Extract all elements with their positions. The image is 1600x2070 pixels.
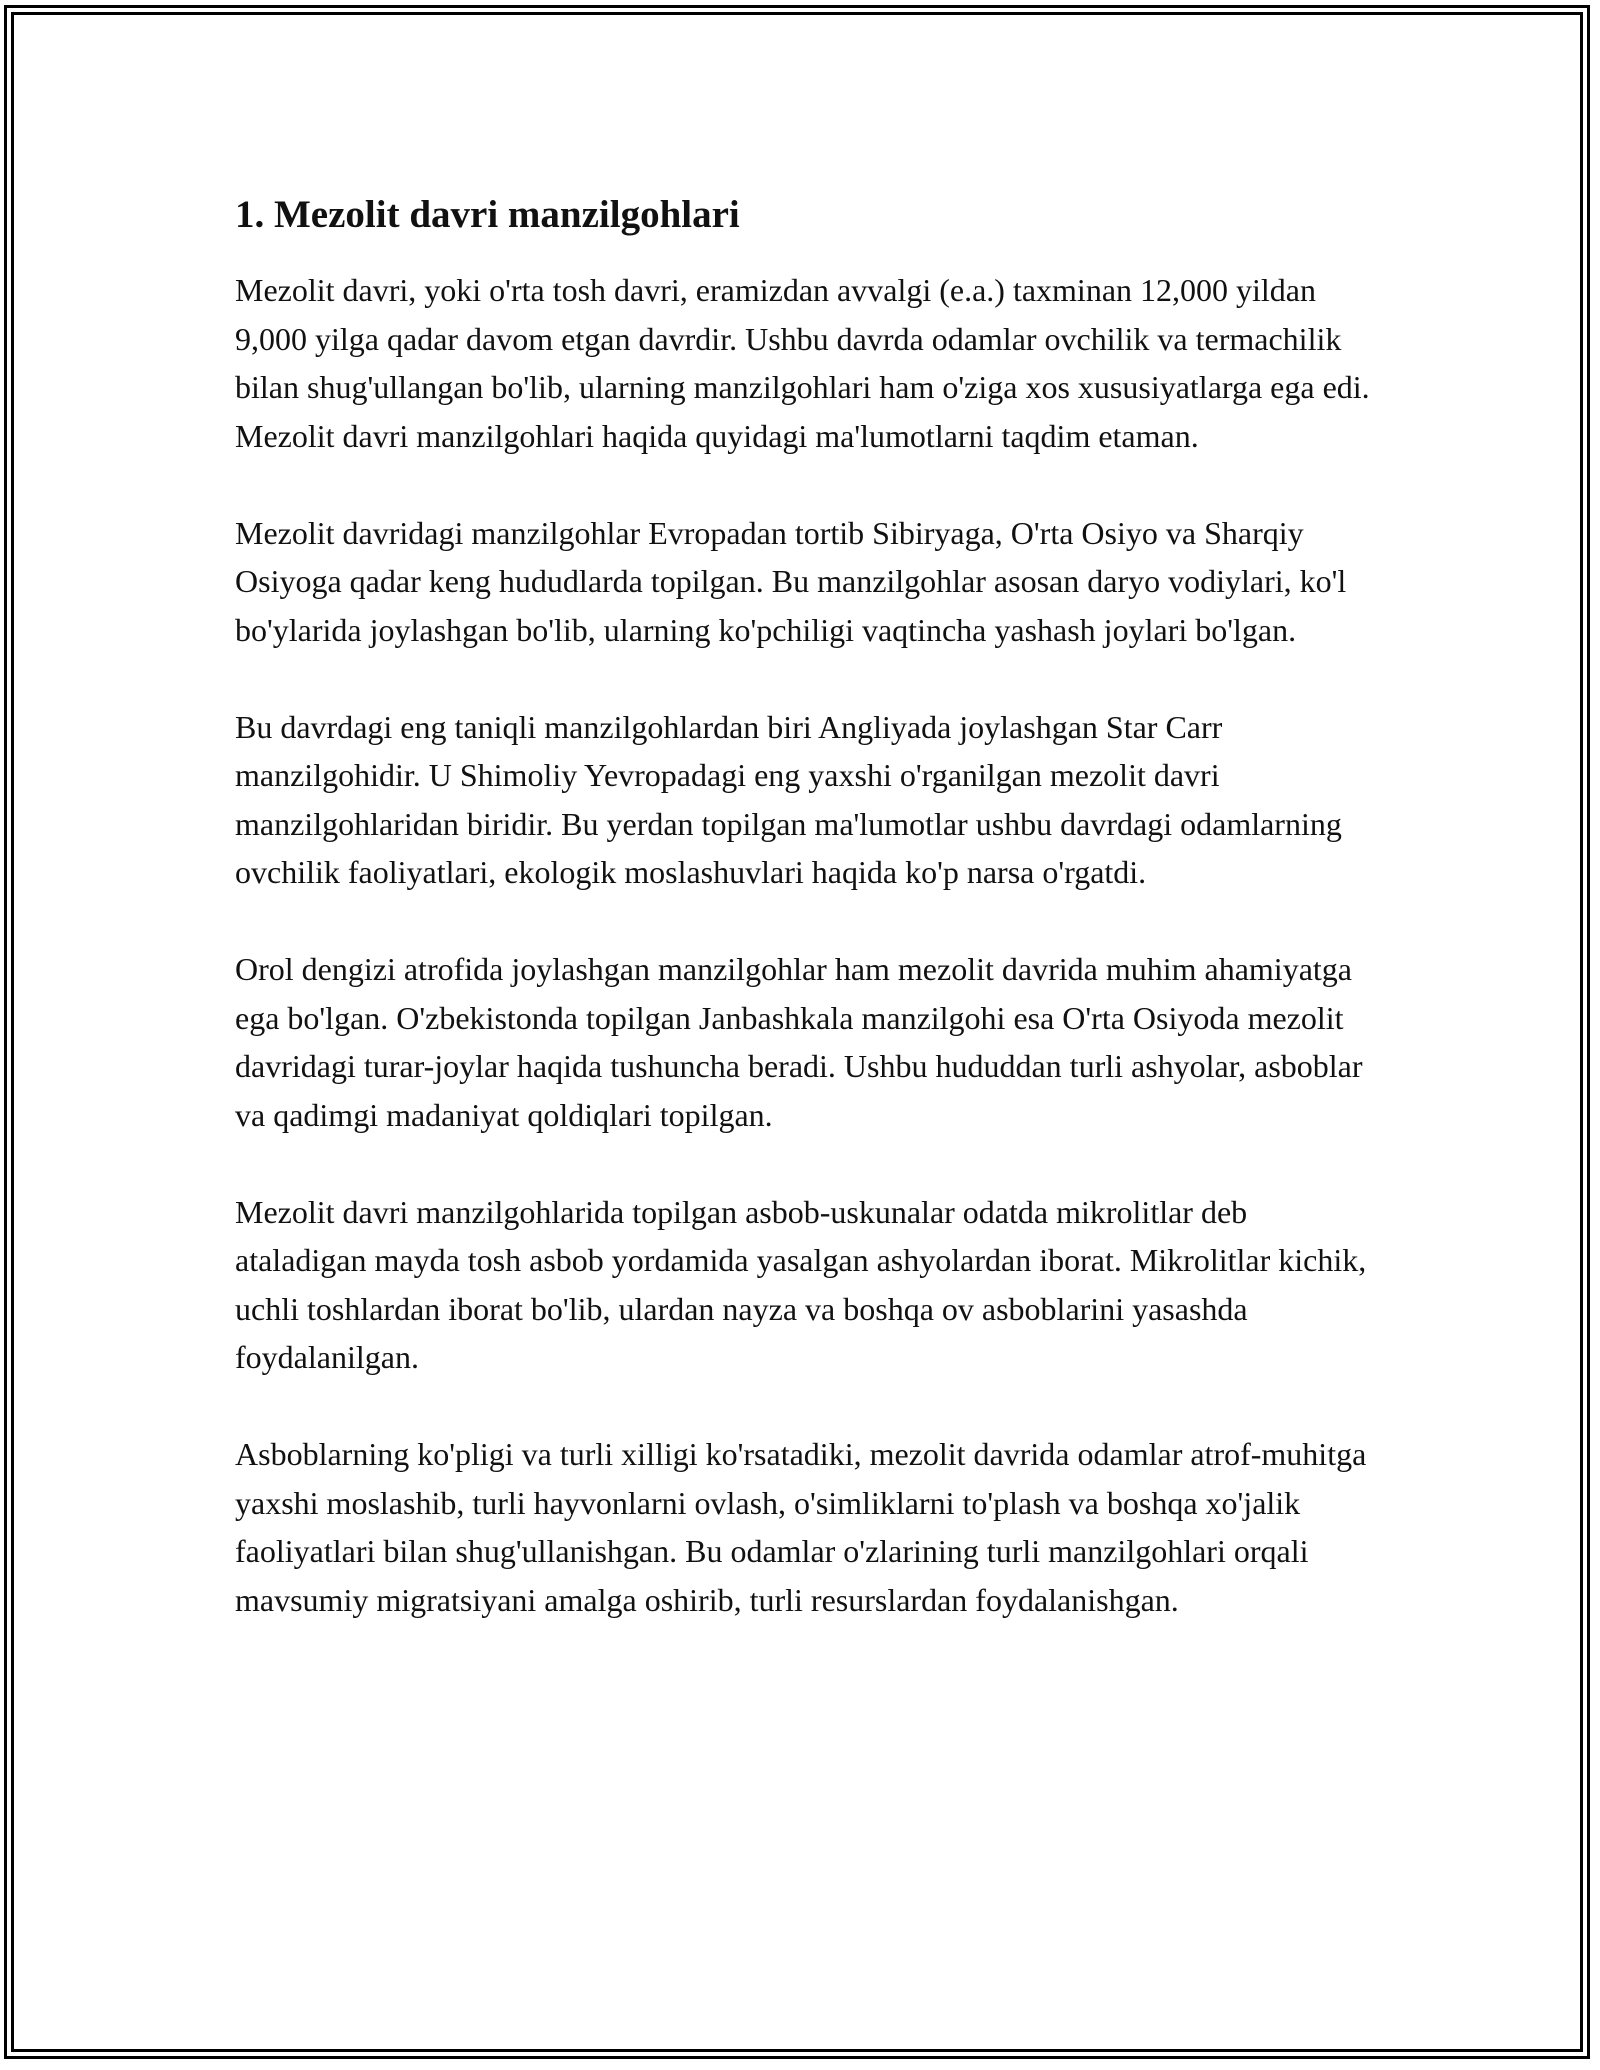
paragraph-intro: Mezolit davri, yoki o'rta tosh davri, eramizdan avvalgi (e.a.) taxminan 12,000 yildan 9,000 yilga qadar davom etgan davrdir. Ushbu davrda odamlar ovchilik va termachilik bilan shug'ullangan bo'lib, ularning manzilgohlari ham o'ziga xos xususiyatlarga ega edi. Mezolit davri manzilgohlari haqida quyidagi ma'lumotlarni taqdim etaman. (235, 272, 1370, 454)
document-body (235, 186, 1375, 1673)
paragraph-star-carr: Bu davrdagi eng taniqli manzilgohlardan biri Angliyada joylashgan Star Carr manzilgohidir. U Shimoliy Yevropadagi eng yaxshi o'rganilgan mezolit davri manzilgohlaridan biridir. Bu yerdan topilgan ma'lumotlar ushbu davrdagi odamlarning ovchilik faoliyatlari, ekologik moslashuvlari haqida ko'p narsa o'rgatdi. (235, 708, 1342, 890)
paragraph-conclusion: Asboblarning ko'pligi va turli xilligi ko'rsatadiki, mezolit davrida odamlar atrof-muhitga yaxshi moslashib, turli hayvonlarni ovlash, o'simliklarni to'plash va boshqa xo'jalik faoliyatlari bilan shug'ullanishgan. Bu odamlar o'zlarining turli manzilgohlari orqali mavsumiy migratsiyani amalga oshirib, turli resurslardan foydalanishgan. (235, 1436, 1367, 1618)
section-title: 1. Mezolit davri manzilgohlari (235, 193, 740, 236)
paragraph-aral-sea: Orol dengizi atrofida joylashgan manzilgohlar ham mezolit davrida muhim ahamiyatga ega bo'lgan. O'zbekistonda topilgan Janbashkala manzilgohi esa O'rta Osiyoda mezolit davridagi turar-joylar haqida tushuncha beradi. Ushbu hududdan turli ashyolar, asboblar va qadimgi madaniyat qoldiqlari topilgan. (235, 951, 1363, 1133)
paragraph-microliths: Mezolit davri manzilgohlarida topilgan asbob-uskunalar odatda mikrolitlar deb ataladigan mayda tosh asbob yordamida yasalgan ashyolardan iborat. Mikrolitlar kichik, uchli toshlardan iborat bo'lib, ulardan nayza va boshqa ov asboblarini yasashda foydalanilgan. (235, 1193, 1367, 1375)
paragraph-geography: Mezolit davridagi manzilgohlar Evropadan tortib Sibiryaga, O'rta Osiyo va Sharqiy Osiyoga qadar keng hududlarda topilgan. Bu manzilgohlar asosan daryo vodiylari, ko'l bo'ylarida joylashgan bo'lib, ularning ko'pchiligi vaqtincha yashash joylari bo'lgan. (235, 514, 1347, 648)
